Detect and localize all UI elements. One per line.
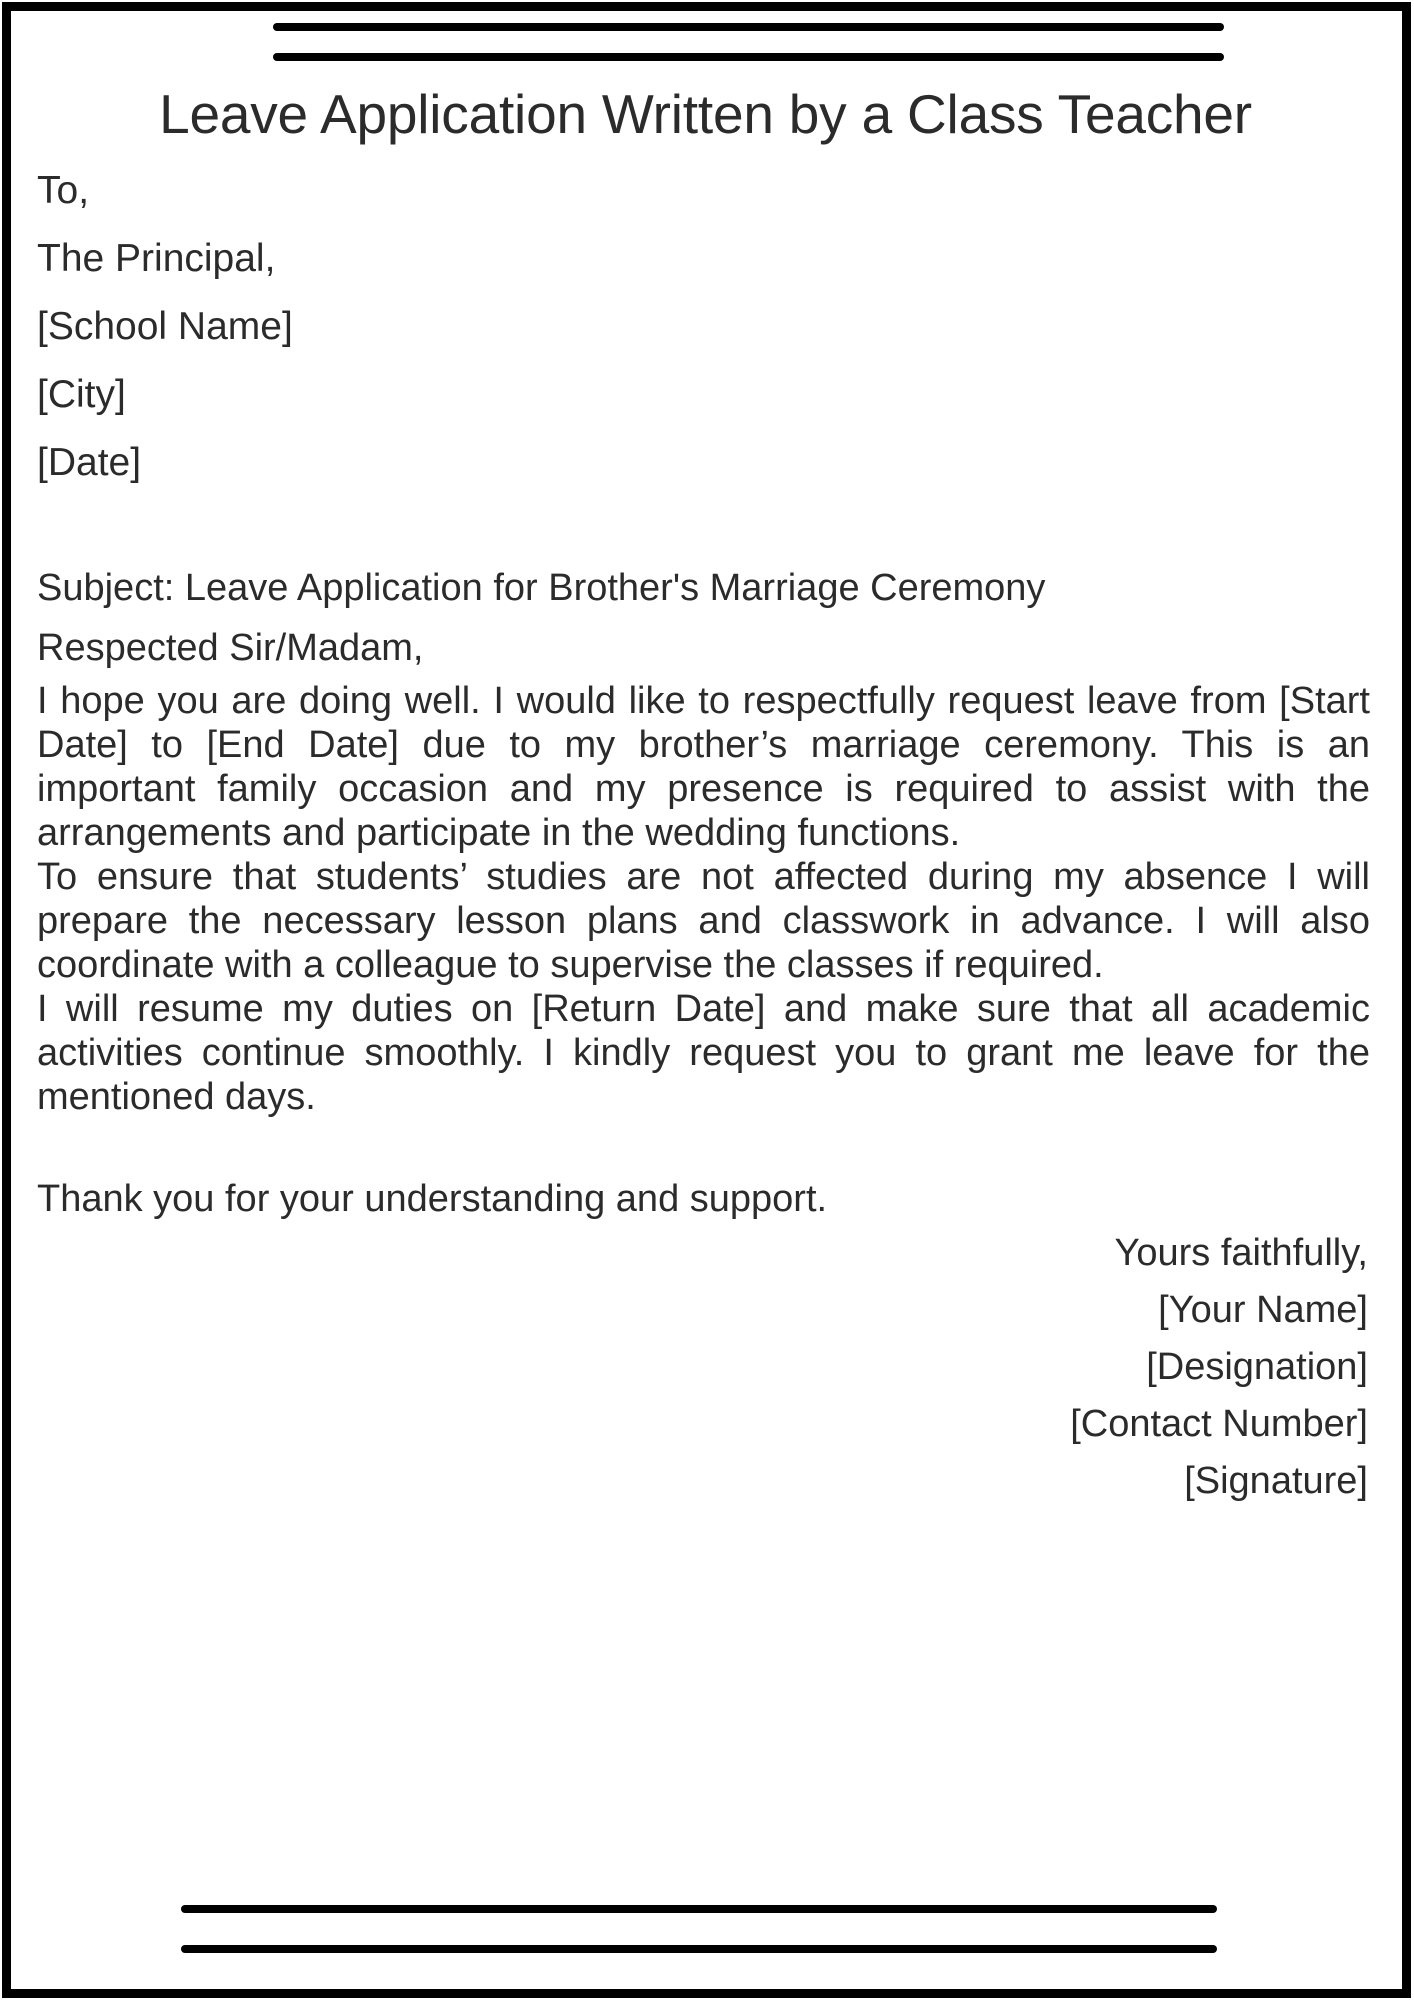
bottom-rule-2 xyxy=(181,1945,1217,1953)
bottom-rule-1 xyxy=(181,1905,1217,1913)
page-border-frame xyxy=(2,2,1411,1998)
salutation-line: Respected Sir/Madam, xyxy=(37,626,424,669)
letter-body xyxy=(27,157,1384,1511)
recipient-line-city: [City] xyxy=(37,372,126,416)
address-subject-spacer xyxy=(37,497,1370,559)
recipient-line-to: To, xyxy=(37,168,90,212)
subject-line: Subject: Leave Application for Brother's Marriage Ceremony xyxy=(37,566,1046,609)
closing-signature: [Signature] xyxy=(1184,1460,1368,1503)
closing-contact-number: [Contact Number] xyxy=(1070,1403,1368,1446)
recipient-line-school-name: [School Name] xyxy=(37,304,293,348)
top-decorative-rules xyxy=(27,11,1384,61)
body-paragraph-1: I hope you are doing well. I would like to respectfully request leave from [Start Date] to [End Date] due to my brother’s marriage ceremony. This is an important family occasion and my presence is required to assist with the arrangements and participate in the wedding functions. xyxy=(37,679,1370,854)
thanks-line: Thank you for your understanding and support. xyxy=(37,1178,828,1221)
page-content xyxy=(11,11,1402,1989)
page-title: Leave Application Written by a Class Teacher xyxy=(159,83,1252,145)
body-paragraph-3: I will resume my duties on [Return Date] and make sure that all academic activities continue smoothly. I kindly request you to grant me leave for the mentioned days. xyxy=(37,988,1370,1119)
body-paragraph-2: To ensure that students’ studies are not affected during my absence I will prepare the necessary lesson plans and classwork in advance. I will also coordinate with a colleague to supervise the classes if required. xyxy=(37,855,1370,986)
top-rule-1 xyxy=(273,23,1224,31)
closing-your-name: [Your Name] xyxy=(1158,1289,1368,1332)
bottom-decorative-rules xyxy=(11,1905,1402,1953)
recipient-line-principal: The Principal, xyxy=(37,236,276,280)
closing-block xyxy=(37,1225,1370,1510)
top-rule-2 xyxy=(273,53,1224,61)
closing-designation: [Designation] xyxy=(1146,1346,1368,1389)
closing-yours-faithfully: Yours faithfully, xyxy=(1114,1232,1368,1275)
recipient-line-date: [Date] xyxy=(37,440,142,484)
